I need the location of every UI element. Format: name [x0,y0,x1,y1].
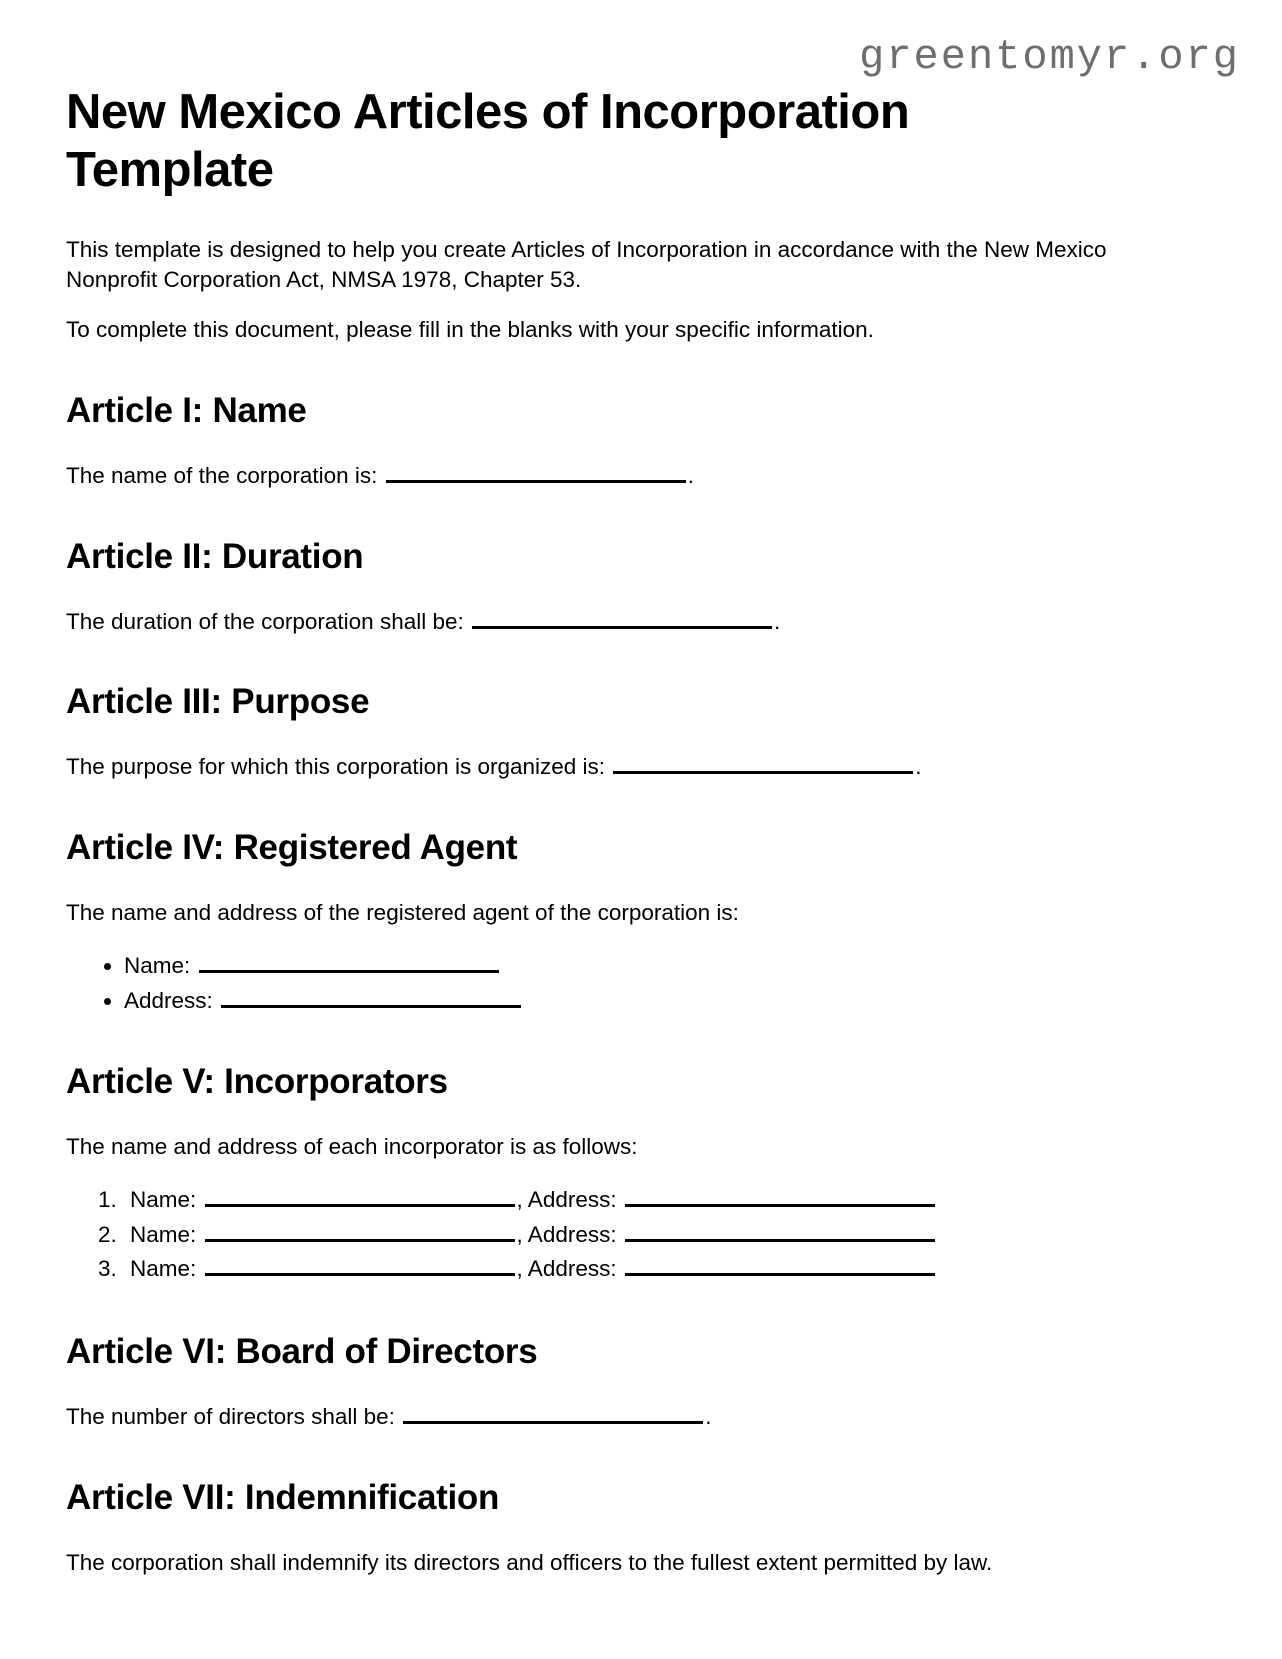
section-heading-article-3: Article III: Purpose [66,682,370,722]
intro-paragraph-2: To complete this document, please fill in the blanks with your specific information. [66,316,874,342]
incorporator-3-name-label: Name: [130,1256,197,1282]
intro-paragraph-1: This template is designed to help you create Articles of Incorporation in accordance with the New Mexico Nonprofit Corporation Act, NMSA 1978, Chapter 53. [66,236,1107,292]
blank-corporation-name[interactable] [386,463,686,482]
article-1-suffix: . [687,462,694,488]
blank-incorporator-1-name[interactable] [205,1188,515,1207]
blank-incorporator-3-name[interactable] [205,1257,515,1276]
article-3-suffix: . [915,754,922,780]
article-6-lead-text: The number of directors shall be: [66,1404,395,1430]
agent-address-label: Address: [124,987,213,1013]
incorporator-1-address-label: , Address: [516,1187,617,1213]
article-4-lead-text: The name and address of the registered agent of the corporation is: [66,900,739,926]
section-heading-article-4: Article IV: Registered Agent [66,828,518,868]
incorporator-2-number: 2. [98,1221,117,1247]
article-3-fill-line [66,752,1141,782]
document-page [66,33,1240,1578]
incorporator-2-name-label: Name: [130,1221,197,1247]
blank-agent-name[interactable] [199,954,499,973]
article-6-fill-line [66,1402,1141,1432]
section-heading-article-5: Article V: Incorporators [66,1062,448,1102]
section-heading-article-7: Article VII: Indemnification [66,1478,500,1518]
blank-incorporator-2-name[interactable] [205,1223,515,1242]
article-5-lead-text: The name and address of each incorporator is as follows: [66,1134,638,1160]
article-2-suffix: . [774,608,781,634]
blank-incorporator-3-address[interactable] [625,1257,935,1276]
watermark-site-url: greentomyr.org [859,33,1240,81]
article-7-body-text: The corporation shall indemnify its directors and officers to the fullest extent permitted by law. [66,1550,993,1576]
incorporators-list [66,1184,1216,1286]
article-2-fill-line [66,607,1141,637]
article-1-fill-line [66,461,1141,491]
agent-address-item [124,985,1216,1017]
incorporator-row-1 [98,1184,1216,1217]
incorporator-1-number: 1. [98,1187,117,1213]
blank-duration[interactable] [472,609,772,628]
article-2-lead-text: The duration of the corporation shall be: [66,608,464,634]
page-title: New Mexico Articles of Incorporation Template [66,85,910,197]
article-1-lead-text: The name of the corporation is: [66,462,378,488]
incorporator-3-number: 3. [98,1256,117,1282]
incorporator-2-address-label: , Address: [516,1221,617,1247]
blank-purpose[interactable] [613,755,913,774]
incorporator-3-address-label: , Address: [516,1256,617,1282]
article-6-suffix: . [705,1404,712,1430]
section-heading-article-1: Article I: Name [66,390,307,430]
incorporator-row-3 [98,1253,1216,1286]
blank-incorporator-2-address[interactable] [625,1223,935,1242]
blank-agent-address[interactable] [221,989,521,1008]
section-heading-article-6: Article VI: Board of Directors [66,1332,538,1372]
blank-number-of-directors[interactable] [403,1405,703,1424]
incorporator-row-2 [98,1219,1216,1252]
blank-incorporator-1-address[interactable] [625,1188,935,1207]
section-heading-article-2: Article II: Duration [66,536,364,576]
article-3-lead-text: The purpose for which this corporation is organized is: [66,754,606,780]
agent-name-label: Name: [124,953,191,979]
incorporator-1-name-label: Name: [130,1187,197,1213]
registered-agent-list [66,950,1216,1016]
agent-name-item [124,950,1216,982]
